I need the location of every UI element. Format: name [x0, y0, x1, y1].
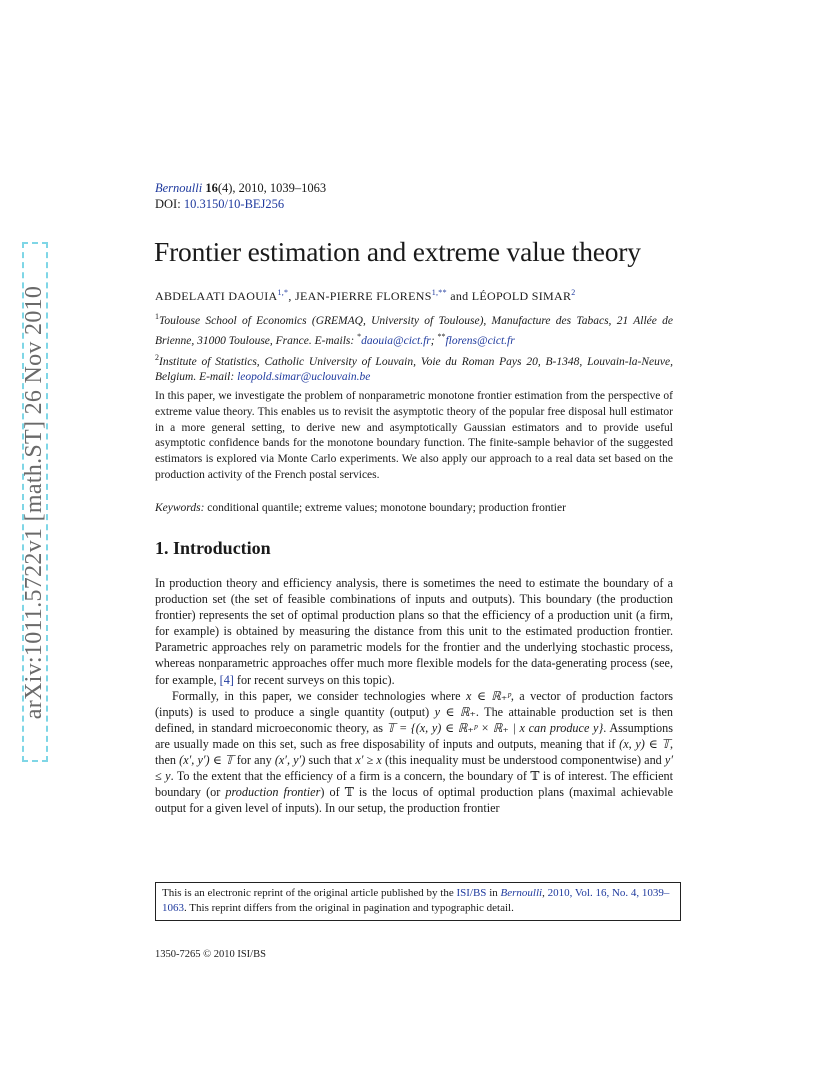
author-daouia: ABDELAATI DAOUIA: [155, 289, 278, 303]
author-simar: LÉOPOLD SIMAR: [471, 289, 572, 303]
keywords: [155, 502, 566, 514]
author-daouia-sup[interactable]: 1,*: [277, 288, 289, 297]
affiliation-2-text: Institute of Statistics, Catholic University of Louvain, Voie du Roman Pays 20, B-1348, Louvain-la-Neuve, Belgium. E-mail:: [155, 355, 673, 383]
journal-info: [155, 180, 326, 212]
paragraph-text: , then: [155, 736, 674, 768]
math-expression: x′ ≥ x: [355, 753, 382, 768]
affiliation-2-number: 2: [155, 352, 159, 362]
email-2-mark: **: [437, 332, 446, 342]
introduction-body: [155, 575, 673, 816]
author-florens-sup[interactable]: 1,**: [431, 288, 447, 297]
section-heading: 1. Introduction: [155, 538, 271, 558]
isi-bs-link[interactable]: ISI/BS: [456, 887, 487, 899]
reprint-text: in: [486, 887, 501, 899]
email-separator: ;: [430, 335, 438, 348]
reprint-notice: [155, 882, 681, 921]
paragraph-text: In production theory and efficiency analysis, there is sometimes the need to estimate the boundary of a production set (the set of feasible combinations of inputs and outputs). This boundary (the production frontier) represents the set of optimal production plans so that the efficiency of a production unit (a firm, for example) is obtained by measuring the distance from this unit to the estimated production frontier. Parametric approaches rely on parametric models for the frontier and the underlying stochastic process, whereas nonparametric approaches offer much more flexible models for the data-generating process (see, for example,: [155, 576, 673, 687]
doi-link[interactable]: 10.3150/10-BEJ256: [183, 197, 285, 211]
paragraph-text: Formally, in this paper, we consider technologies where: [172, 688, 466, 703]
paragraph-text: (this inequality must be understood componentwise) and: [381, 753, 665, 768]
doi-label: DOI:: [155, 197, 181, 211]
paragraph-text: for any: [233, 753, 275, 768]
author-florens: JEAN-PIERRE FLORENS: [294, 289, 432, 303]
paragraph: [155, 688, 673, 817]
paragraph: [155, 575, 673, 688]
citation-link[interactable]: [4]: [219, 672, 234, 687]
emphasis-text: production frontier: [225, 785, 321, 800]
author-list: [155, 288, 576, 304]
affiliation-2: [155, 350, 673, 386]
paragraph-text: such that: [305, 753, 356, 768]
reprint-text: . This reprint differs from the original in pagination and typographic detail.: [184, 902, 514, 914]
paper-title: Frontier estimation and extreme value theory: [154, 236, 641, 267]
volume-link[interactable]: 2010, Vol. 16, No. 4, 1039–1063: [162, 887, 670, 914]
author-separator: ,: [288, 289, 295, 303]
math-expression: (x, y) ∈ 𝕋: [619, 736, 670, 751]
paragraph-text: . To the extent that the efficiency of a firm is a concern, the boundary of 𝕋 is of interest. The efficient boundary (or: [155, 769, 674, 800]
author-simar-sup[interactable]: 2: [571, 288, 576, 297]
bernoulli-link[interactable]: Bernoulli: [500, 887, 543, 899]
affiliation-1: [155, 309, 673, 350]
email-1-mark: *: [357, 332, 362, 342]
math-expression: (x′, y′): [274, 753, 306, 768]
affiliation-1-text: Toulouse School of Economics (GREMAQ, University of Toulouse), Manufacture des Tabacs, 21 Allée de Brienne, 31000 Toulouse, France. E-mails:: [155, 314, 673, 348]
email-simar-link[interactable]: leopold.simar@uclouvain.be: [237, 370, 371, 383]
math-expression: 𝕋 = {(x, y) ∈ ℝ₊ᵖ × ℝ₊ | x can produce y}: [386, 720, 604, 735]
keywords-text: conditional quantile; extreme values; monotone boundary; production frontier: [204, 502, 566, 514]
paragraph-text: . The attainable production set is then defined, in standard microeconomic theory, as: [155, 704, 673, 735]
reprint-text: ,: [542, 887, 548, 899]
arxiv-id: arXiv:1011.5722v1 [math.ST] 26 Nov 2010: [21, 285, 48, 719]
math-expression: y′ ≤ y: [155, 753, 673, 784]
math-expression: (x′, y′) ∈ 𝕋: [179, 753, 234, 768]
arxiv-stamp: [22, 242, 48, 762]
email-daouia-link[interactable]: daouia@cict.fr: [361, 335, 431, 348]
paragraph-text: for recent surveys on this topic).: [233, 672, 395, 687]
copyright-footer: 1350-7265 © 2010 ISI/BS: [155, 949, 266, 960]
abstract: In this paper, we investigate the problem of nonparametric monotone frontier estimation from the perspective of extreme value theory. This enables us to revisit the asymptotic theory of the popular free disposal hull estimator in a more general setting, to derive new and asymptotically Gaussian estimators and to provide useful asymptotic confidence bands for the monotone boundary function. The finite-sample behavior of the suggested estimators is explored via Monte Carlo experiments. We also apply our approach to a real data set based on the production activity of the French postal services.: [155, 390, 673, 481]
paragraph-text: ) of 𝕋 is the locus of optimal production plans (maximal achievable output for a given level of inputs). In our setup, the production frontier: [155, 785, 673, 816]
journal-name-link[interactable]: Bernoulli: [155, 181, 203, 195]
keywords-label: Keywords:: [155, 502, 205, 514]
affiliation-1-number: 1: [155, 312, 159, 321]
math-expression: y ∈ ℝ₊: [434, 704, 476, 719]
paragraph-text: , a vector of production factors (inputs) is used to produce a single quantity (output): [155, 688, 673, 719]
journal-issue: (4), 2010, 1039–1063: [217, 181, 327, 195]
paragraph-text: . Assumptions are usually made on this set, such as free disposability of inputs and outputs, meaning that if: [155, 720, 673, 751]
email-florens-link[interactable]: florens@cict.fr: [445, 335, 515, 348]
affiliations: [155, 309, 673, 385]
math-expression: x ∈ ℝ₊ᵖ: [465, 688, 511, 703]
journal-volume: 16: [205, 181, 218, 195]
author-separator: and: [446, 289, 472, 303]
reprint-text: This is an electronic reprint of the original article published by the: [162, 887, 457, 899]
